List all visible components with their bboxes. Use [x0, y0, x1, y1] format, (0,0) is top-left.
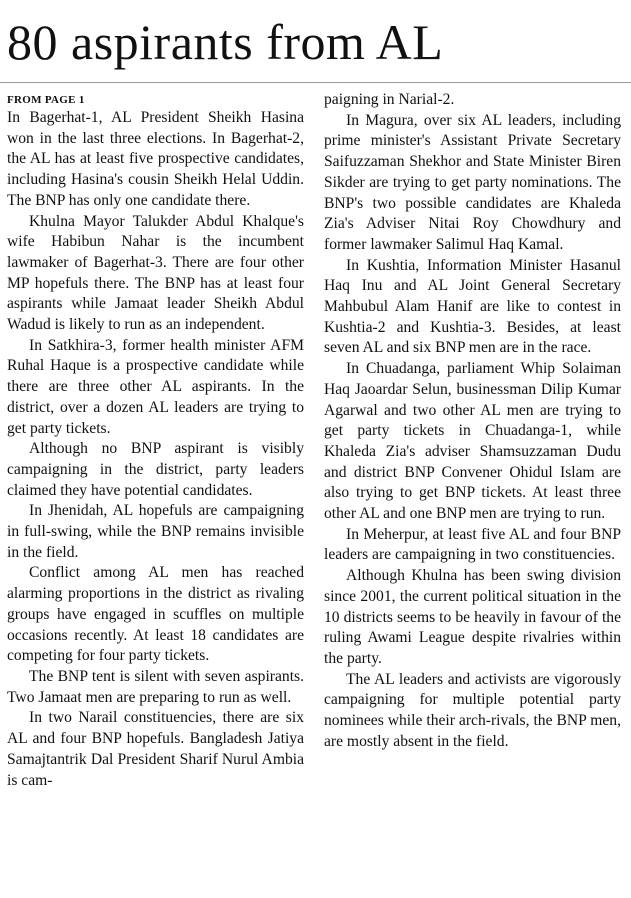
headline-rule — [0, 82, 631, 83]
article-paragraph: Although no BNP aspirant is visibly campaigning in the district, party leaders claimed they have potential candidates. — [7, 440, 304, 499]
headline: 80 aspirants from AL — [7, 14, 444, 70]
article-column-right — [324, 90, 621, 753]
article-paragraph: In two Narail constituencies, there are six AL and four BNP hopefuls. Bangladesh Jatiya Samajtantrik Dal President Sharif Nurul Ambia is cam- — [7, 709, 304, 789]
article-paragraph: Conflict among AL men has reached alarming proportions in the district as rivaling groups have engaged in scuffles on multiple occasions recently. At least 18 candidates are competing for four party tickets. — [7, 564, 304, 665]
article-paragraph: The AL leaders and activists are vigorously campaigning for multiple potential party nominees while their arch-rivals, the BNP men, are mostly absent in the field. — [324, 670, 621, 750]
article-paragraph: In Magura, over six AL leaders, including prime minister's Assistant Private Secretary Saifuzzaman Shekhor and State Minister Biren Sikder are trying to get party nominations. The BNP's two possible candidates are Khaleda Zia's Adviser Nitai Roy Chowdhury and former lawmaker Salimul Haq Kamal. — [324, 111, 621, 253]
article-paragraph: Although Khulna has been swing division since 2001, the current political situation in the 10 districts seems to be heavily in favour of the ruling Awami League despite rivalries within the party. — [324, 567, 621, 667]
article-paragraph-continuation: paigning in Narial-2. — [324, 91, 455, 108]
article-paragraph: In Meherpur, at least five AL and four BNP leaders are campaigning in two constituencies. — [324, 525, 621, 564]
article-column-left — [7, 90, 304, 791]
article-paragraph: In Chuadanga, parliament Whip Solaiman Haq Jaoardar Selun, businessman Dilip Kumar Agarwal and two other AL men are trying to get party tickets in Chuadanga-1, while Khaleda Zia's adviser Shamsuzzaman Dudu and district BNP Convener Ohidul Islam are also trying to get BNP tickets. At least three other AL and one BNP men are trying to run. — [324, 360, 621, 523]
article-paragraph: In Satkhira-3, former health minister AFM Ruhal Haque is a prospective candidate while there are three other AL aspirants. In the district, over a dozen AL leaders are trying to get party tickets. — [7, 336, 304, 437]
kicker: FROM PAGE 1 — [7, 94, 85, 106]
article-paragraph: In Bagerhat-1, AL President Sheikh Hasina won in the last three elections. In Bagerhat-2, the AL has at least five prospective candidates, including Hasina's cousin Sheikh Helal Uddin. The BNP has only one candidate there. — [7, 109, 304, 209]
article-paragraph: Khulna Mayor Talukder Abdul Khalque's wife Habibun Nahar is the incumbent lawmaker of Bagerhat-3. There are four other MP hopefuls there. The BNP has at least four aspirants while Jamaat leader Sheikh Abdul Wadud is likely to run as an independent. — [7, 212, 304, 334]
article-paragraph: In Kushtia, Information Minister Hasanul Haq Inu and AL Joint General Secretary Mahbubul Alam Hanif are like to contest in Kushtia-2 and Kushtia-3. Besides, at least seven AL and six BNP men are in the race. — [324, 256, 621, 357]
article-paragraph: The BNP tent is silent with seven aspirants. Two Jamaat men are preparing to run as well. — [7, 667, 304, 706]
article-paragraph: In Jhenidah, AL hopefuls are campaigning in full-swing, while the BNP remains invisible in the field. — [7, 502, 304, 561]
